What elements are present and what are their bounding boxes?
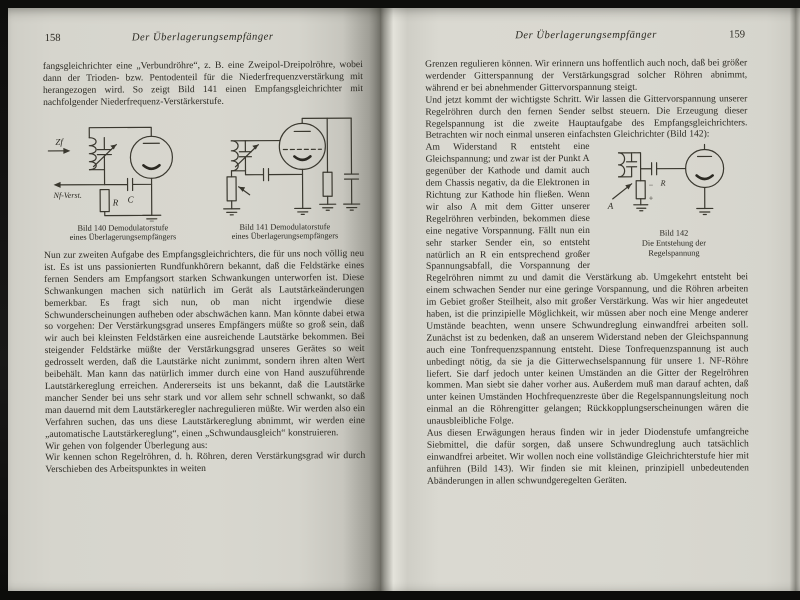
paragraph: Am Widerstand R entsteht eine Gleichspannung; und zwar ist der Punkt A gegenüber der Kathode und damit auch dem Chassis negativ, da die Elektronen in Richtung zur Kathode hin fließen. Wenn wir also A mit dem Gitter unserer Regelröhren verbinden, bekommen diese eine negative Vorspannung. Fällt nun ein sehr starker Sender ein, so entsteht natürlich an R ein entsprechend großer Spannungsabfall, die Vorspannung der Regelröhren nimmt zu und damit die Verstärkung ab. Umgekehrt entsteht bei einem schwachen Sender nur eine geringe Vorspannung, und die Röhren arbeiten im Gebiet großer Steilheit, also mit großer Verstärkung. Was wir hier angedeutet haben, ist die prinzipielle Möglichkeit, wir müssen aber noch eine Menge anderer Umstände beachten, wenn unsere Schwundreglung einwandfrei arbeiten soll. Zunächst ist zu bedenken, daß an unserem Widerstand neben der Gleichspannung auch eine Tonfrequenzspannung entsteht. Diese Tonfrequenzspannung ist auch unbedingt nötig, da sie ja die Gitterwechselspannung für unsere 1. NF-Röhre liefert. Sie darf jedoch unter keinen Umständen an die Gitter der Regelröhren kommen. Man siebt sie daher vorher aus. Außerdem muß man darauf achten, daß unter keinen Umständen Hochfrequenzreste über die Regelspannungsleitung noch einmal an die Röhrengitter gelangen; Rückkopplungserscheinungen wären die unausbleibliche Folge. [425, 141, 749, 427]
paragraph: Nun zur zweiten Aufgabe des Empfangsgleichrichters, die für uns noch völlig neu ist. Es ist uns passionierten Rundfunkhörern bekannt, daß die Feldstärke eines fernen Senders am Empfangsort starken Schwankungen unterworfen ist. Diese Schwankungen machen sich natürlich im Gerät als Lautstärkeänderungen bemerkbar. Es fragt sich nun, ob man nicht irgendwie diese Schwunderscheinungen aufheben oder abschwächen kann. Man könnte dabei etwa so vorgehen: Der Verstärkungsgrad unseres Empfängers müßte so groß sein, daß wir auch bei kleinsten Feldstärken eine ausreichende Lautstärke bekommen. Bei steigender Feldstärke müßte der Verstärkungsgrad unseres Gerätes so weit gedrosselt werden, daß die Lautstärke nicht zunimmt, sondern ihren alten Wert beibehält. Man kann das natürlich immer durch eine von Hand auszuführende Lautstärkereglung erreichen. Andererseits ist uns bekannt, daß die Lautstärke mancher Sender bei uns sehr stark und vor allem sehr schnell schwankt, so daß man dauernd mit dem Lautstärkeregler nachregulieren müßte. Wir werden also ein Verfahren suchen, das uns diese Lautstärkereglung abnimmt, wir werden eine „automatische Lautstärkereglung“, einen „Schwundausgleich“ konstruieren. [43, 248, 366, 440]
resistor-symbol [636, 169, 645, 205]
coupling-capacitor-symbol [632, 153, 686, 175]
circuit-diagram-142 [604, 143, 742, 228]
label-minus: − [648, 181, 654, 191]
paragraph: Wir kennen schon Regelröhren, d. h. Röhren, deren Verstärkungsgrad wir durch Verschieben des Arbeitspunktes in weiten [45, 450, 366, 476]
circuit-diagram-141 [205, 116, 364, 221]
page-left [8, 8, 380, 591]
running-header-left: Der Überlagerungsempfänger [131, 31, 274, 44]
circuit-diagram-140 [43, 123, 202, 222]
tube-symbol [279, 118, 351, 169]
fig142-caption-line3: Regelspannung [648, 248, 700, 258]
arrowhead-left-icon [54, 181, 61, 187]
fig142-caption-line2: Die Entstehung der [641, 238, 706, 248]
page-number-right: 159 [729, 29, 746, 41]
ground-symbol [295, 208, 311, 214]
paragraph: Wir gehen von folgender Überlegung aus: [45, 439, 208, 452]
fig140-caption-line2: eines Überlagerungsempfängers [69, 232, 177, 243]
wire [89, 127, 151, 137]
text-with-figure [425, 141, 748, 428]
coupling-capacitor-symbol [245, 168, 302, 180]
cathode-symbol [697, 176, 713, 180]
coil-symbol [619, 153, 625, 177]
page-left-content [43, 31, 366, 476]
figure-140 [43, 123, 202, 243]
fig140-caption-line1: Bild 140 Demodulatorstufe [77, 222, 169, 233]
figures-row [43, 116, 364, 243]
fig141-caption-line2: eines Überlagerungsempfängers [231, 231, 339, 242]
page-right [380, 8, 800, 591]
ground-symbol [634, 205, 648, 211]
label-plus: + [648, 194, 654, 204]
figure-141 [205, 116, 364, 242]
ground-symbol [143, 215, 161, 221]
page-left-header [43, 31, 363, 49]
ground-symbol [697, 209, 713, 215]
page-right-header [425, 29, 747, 46]
label-c: C [127, 194, 134, 205]
resistor-symbol [100, 184, 152, 215]
ground-symbol [344, 204, 360, 210]
ground-symbol [320, 204, 336, 210]
label-nf-verst: Nf-Verst. [53, 190, 82, 200]
arrowhead-right-icon [63, 147, 70, 153]
capacitor-symbol [105, 178, 152, 190]
paragraph: fangsgleichrichter eine „Verbundröhre“, z. B. eine Zweipol-Dreipolröhre, wobei dann der Trioden- bzw. Pentodenteil für die Niederfrequenzverstärkung mit herangezogen wird. So zeigt Bild 141 einen Empfangsgleichrichter mit nachfolgender Niederfrequenz-Verstärkerstufe. [42, 59, 364, 108]
output-wire [55, 169, 104, 184]
paragraph: Und jetzt kommt der wichtigste Schritt. Wir lassen die Gittervorspannung unserer Regelröhren durch den fernen Sender selbst steuern. Die Erzeugung dieser Regelspannung ist die zweite Hauptaufgabe des Empfangsgleichrichters. Betrachten wir noch einmal unseren einfachsten Gleichrichter (Bild 142): [425, 93, 748, 142]
cathode-symbol [294, 156, 310, 160]
label-r: R [112, 197, 119, 208]
potentiometer-symbol [227, 170, 250, 208]
ground-symbol [224, 208, 240, 214]
paragraph: Aus diesen Erwägungen heraus finden wir in jeder Diodenstufe umfangreiche Siebmittel, die dafür sorgen, daß unsere Schwundreglung auch tatsächlich einwandfrei arbeitet. Wir wollen noch eine vollständige Gleichrichterstufe hier mit anführen (Bild 143). Wir finden sie mit kleinen, prinzipiell unbedeutenden Abänderungen in allen schwundgeregelten Geräten. [426, 426, 749, 487]
figure-142 [599, 143, 748, 259]
label-r: R [660, 179, 666, 189]
paragraph: Grenzen regulieren können. Wir erinnern uns hoffentlich auch noch, daß bei größer werdender Gitterspannung der Verstärkungsgrad solcher Röhren abnimmt, während er bei abnehmender Gittervorspannung steigt. [425, 57, 748, 94]
label-a: A [607, 201, 614, 212]
fig141-caption-line1: Bild 141 Demodulatorstufe [239, 221, 331, 232]
coil-symbol [231, 140, 238, 170]
running-header-right: Der Überlagerungsempfänger [515, 29, 657, 42]
label-zf: Zf [55, 136, 63, 147]
fig142-caption-line1: Bild 142 [659, 228, 689, 239]
page-number-left: 158 [44, 32, 61, 44]
tube-symbol [130, 136, 172, 178]
cathode-symbol [143, 165, 159, 169]
bypass-capacitor-symbol [344, 118, 359, 204]
tube-symbol [686, 145, 724, 188]
variable-capacitor-symbol [231, 140, 258, 170]
page-right-content [425, 29, 749, 487]
anode-resistor-symbol [323, 118, 333, 204]
